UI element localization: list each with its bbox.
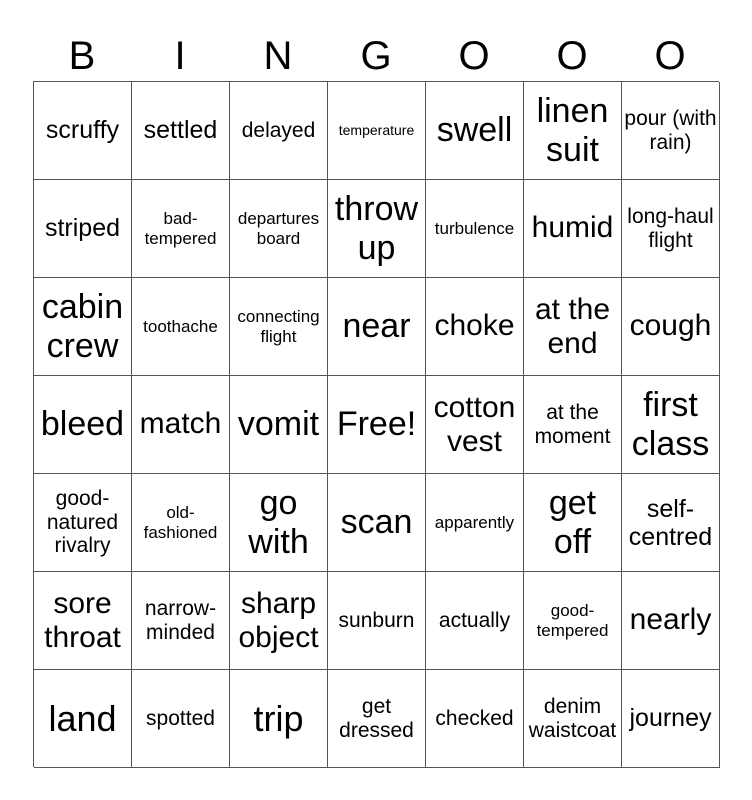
bingo-cell[interactable]: linen suit bbox=[524, 82, 622, 180]
bingo-cell[interactable]: actually bbox=[426, 572, 524, 670]
header-letter-i: I bbox=[174, 34, 186, 78]
bingo-cell[interactable]: at the moment bbox=[524, 376, 622, 474]
bingo-cell[interactable]: vomit bbox=[230, 376, 328, 474]
bingo-cell[interactable]: sore throat bbox=[34, 572, 132, 670]
bingo-cell[interactable]: near bbox=[328, 278, 426, 376]
bingo-cell[interactable]: get dressed bbox=[328, 670, 426, 768]
bingo-cell[interactable]: temperature bbox=[328, 82, 426, 180]
bingo-cell[interactable]: departures board bbox=[230, 180, 328, 278]
bingo-cell[interactable]: choke bbox=[426, 278, 524, 376]
header-letter-o-3: O bbox=[654, 34, 686, 78]
bingo-cell[interactable]: nearly bbox=[622, 572, 720, 670]
bingo-cell[interactable]: connecting flight bbox=[230, 278, 328, 376]
bingo-cell[interactable]: toothache bbox=[132, 278, 230, 376]
bingo-cell[interactable]: journey bbox=[622, 670, 720, 768]
header-letter-o-1: O bbox=[458, 34, 490, 78]
bingo-cell[interactable]: cotton vest bbox=[426, 376, 524, 474]
bingo-cell[interactable]: scruffy bbox=[34, 82, 132, 180]
bingo-cell[interactable]: land bbox=[34, 670, 132, 768]
bingo-cell[interactable]: at the end bbox=[524, 278, 622, 376]
bingo-cell[interactable]: turbulence bbox=[426, 180, 524, 278]
bingo-cell[interactable]: delayed bbox=[230, 82, 328, 180]
header-letter-o-2: O bbox=[556, 34, 588, 78]
bingo-cell[interactable]: self-centred bbox=[622, 474, 720, 572]
bingo-cell[interactable]: good-tempered bbox=[524, 572, 622, 670]
bingo-cell[interactable]: checked bbox=[426, 670, 524, 768]
bingo-cell[interactable]: striped bbox=[34, 180, 132, 278]
bingo-board bbox=[33, 81, 719, 767]
bingo-cell[interactable]: apparently bbox=[426, 474, 524, 572]
header-letter-n: N bbox=[263, 34, 293, 78]
bingo-cell[interactable]: humid bbox=[524, 180, 622, 278]
bingo-header bbox=[33, 30, 719, 82]
bingo-cell[interactable]: bad-tempered bbox=[132, 180, 230, 278]
header-letter-g: G bbox=[360, 34, 392, 78]
bingo-cell[interactable]: throw up bbox=[328, 180, 426, 278]
bingo-cell[interactable]: bleed bbox=[34, 376, 132, 474]
bingo-cell[interactable]: get off bbox=[524, 474, 622, 572]
bingo-cell[interactable]: cabin crew bbox=[34, 278, 132, 376]
bingo-cell[interactable]: cough bbox=[622, 278, 720, 376]
bingo-cell[interactable]: denim waistcoat bbox=[524, 670, 622, 768]
bingo-cell[interactable]: settled bbox=[132, 82, 230, 180]
bingo-cell[interactable]: first class bbox=[622, 376, 720, 474]
bingo-cell[interactable]: scan bbox=[328, 474, 426, 572]
bingo-cell[interactable]: sunburn bbox=[328, 572, 426, 670]
bingo-cell[interactable]: pour (with rain) bbox=[622, 82, 720, 180]
bingo-cell[interactable]: go with bbox=[230, 474, 328, 572]
bingo-cell[interactable]: old-fashioned bbox=[132, 474, 230, 572]
bingo-cell[interactable]: good-natured rivalry bbox=[34, 474, 132, 572]
bingo-cell[interactable]: spotted bbox=[132, 670, 230, 768]
bingo-cell[interactable]: swell bbox=[426, 82, 524, 180]
bingo-cell[interactable]: match bbox=[132, 376, 230, 474]
free-space-cell[interactable]: Free! bbox=[328, 376, 426, 474]
bingo-cell[interactable]: narrow-minded bbox=[132, 572, 230, 670]
bingo-cell[interactable]: sharp object bbox=[230, 572, 328, 670]
bingo-cell[interactable]: long-haul flight bbox=[622, 180, 720, 278]
header-letter-b: B bbox=[68, 34, 96, 78]
bingo-cell[interactable]: trip bbox=[230, 670, 328, 768]
